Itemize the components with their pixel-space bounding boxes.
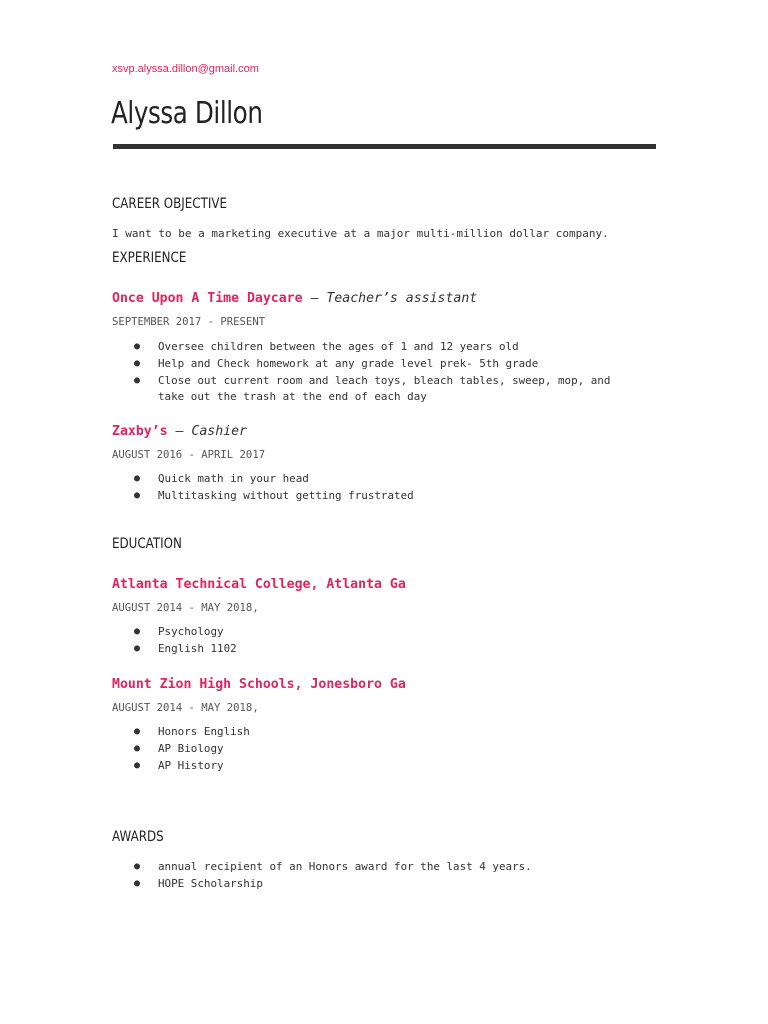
bullet-icon: ● (134, 626, 141, 637)
list-item: ● Quick math in your head (134, 471, 414, 488)
job-separator: — (167, 424, 192, 439)
list-item: ● AP History (134, 758, 250, 775)
list-item: ● Honors English (134, 724, 250, 741)
job-separator: — (302, 291, 327, 306)
school-title-line (112, 577, 406, 592)
bullet-icon: ● (134, 759, 141, 771)
job-bullet-list (134, 471, 414, 505)
school-bullet-list (134, 624, 237, 658)
list-item: ● English 1102 (134, 641, 237, 658)
career-objective-text: I want to be a marketing executive at a major multi-million dollar company. (112, 227, 609, 240)
bullet-icon: ● (134, 374, 141, 386)
job-title-line (112, 424, 247, 439)
bullet-icon: ● (134, 726, 141, 737)
awards-heading: AWARDS (112, 829, 164, 845)
list-item: ● Multitasking without getting frustrated (134, 488, 414, 505)
job-dates: AUGUST 2016 - APRIL 2017 (112, 449, 266, 461)
list-item: ● Close out current room and leach toys, bleach tables, sweep, mop, and take out the trash at the end of each day (134, 373, 611, 404)
resume-name: Alyssa Dillon (111, 96, 263, 131)
school-name: Mount Zion High Schools, Jonesboro Ga (112, 677, 406, 692)
bullet-icon: ● (134, 489, 141, 501)
job-employer: Once Upon A Time Daycare (112, 291, 303, 306)
list-item: ● HOPE Scholarship (134, 876, 532, 893)
header-divider (113, 144, 656, 149)
career-objective-heading: CAREER OBJECTIVE (112, 196, 228, 212)
bullet-icon: ● (134, 861, 141, 872)
list-item: ● Help and Check homework at any grade level prek- 5th grade (134, 356, 610, 373)
bullet-icon: ● (134, 742, 141, 754)
school-dates: AUGUST 2014 - MAY 2018, (112, 702, 259, 714)
job-employer: Zaxby’s (112, 424, 168, 439)
bullet-icon: ● (134, 357, 141, 369)
school-dates: AUGUST 2014 - MAY 2018, (112, 602, 259, 614)
list-item: ● annual recipient of an Honors award for the last 4 years. (134, 859, 532, 876)
job-role: Cashier (191, 424, 247, 439)
awards-bullet-list (134, 859, 532, 893)
bullet-icon: ● (134, 473, 141, 484)
bullet-icon: ● (134, 341, 141, 352)
list-item: ● Psychology (134, 624, 237, 641)
school-bullet-list (134, 724, 250, 774)
contact-email[interactable]: xsvp.alyssa.dillon@gmail.com (112, 63, 259, 75)
experience-heading: EXPERIENCE (112, 250, 187, 266)
job-dates: SEPTEMBER 2017 - PRESENT (112, 316, 266, 328)
job-role: Teacher’s assistant (326, 291, 478, 306)
list-item: ● AP Biology (134, 741, 250, 758)
school-title-line (112, 677, 406, 692)
bullet-icon: ● (134, 642, 141, 654)
bullet-icon: ● (134, 877, 141, 889)
list-item: ● Oversee children between the ages of 1 and 12 years old (134, 339, 610, 356)
school-name: Atlanta Technical College, Atlanta Ga (112, 577, 406, 592)
job-title-line (112, 291, 477, 306)
job-bullet-list (134, 339, 610, 406)
education-heading: EDUCATION (112, 536, 182, 552)
